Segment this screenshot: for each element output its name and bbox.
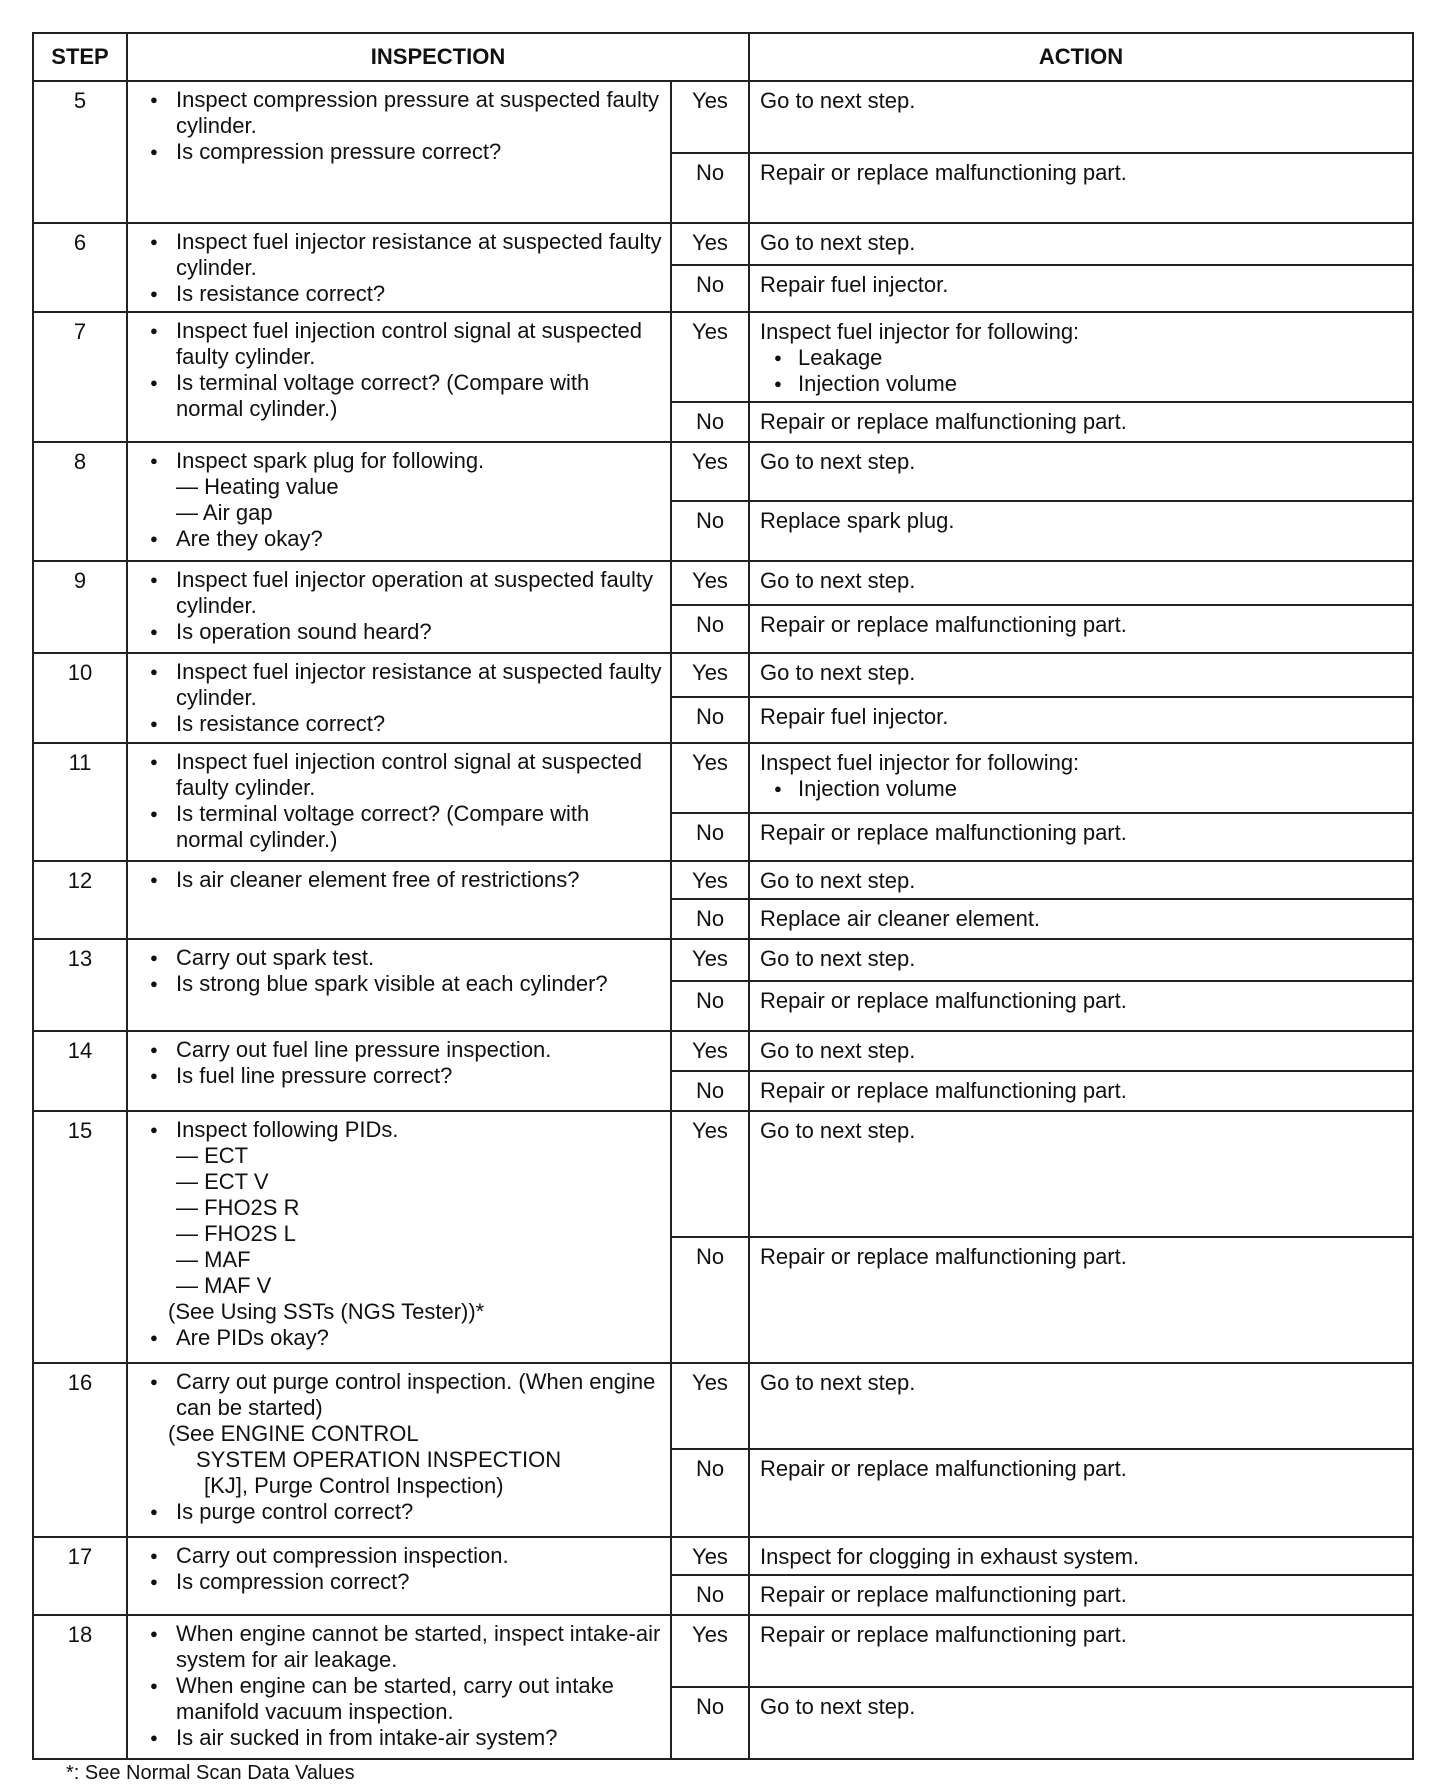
yes-label: Yes — [671, 81, 749, 153]
table-row — [33, 1615, 1413, 1687]
inspection-bullet: ● Inspect fuel injector resistance at suspected faulty cylinder. — [144, 659, 662, 711]
action-text: Repair or replace malfunctioning part. — [760, 160, 1127, 185]
no-action-cell — [749, 501, 1413, 561]
inspection-cell — [127, 1615, 671, 1759]
inspection-subitem: — ECT V — [176, 1169, 269, 1194]
yes-label: Yes — [671, 939, 749, 981]
no-label: No — [671, 402, 749, 442]
no-action-cell — [749, 1237, 1413, 1363]
action-text: Repair or replace malfunctioning part. — [760, 820, 1127, 845]
inspection-bullet: ● Inspect fuel injector resistance at suspected faulty cylinder. — [144, 229, 662, 281]
inspection-cell — [127, 81, 671, 223]
diagnostic-procedure-table — [32, 32, 1414, 1760]
inspection-cell — [127, 1111, 671, 1363]
inspection-bullet: ● Carry out purge control inspection. (When engine can be started) — [144, 1369, 662, 1421]
action-text: Go to next step. — [760, 868, 916, 893]
inspection-bullet: ● Inspect following PIDs. — [144, 1117, 662, 1143]
action-text: Repair or replace malfunctioning part. — [760, 409, 1127, 434]
inspection-bullet: ● Is operation sound heard? — [144, 619, 662, 645]
action-text: Repair or replace malfunctioning part. — [760, 1582, 1127, 1607]
inspection-bullet: ● Carry out compression inspection. — [144, 1543, 662, 1569]
yes-label: Yes — [671, 1537, 749, 1575]
action-text: Repair or replace malfunctioning part. — [760, 1622, 1127, 1647]
yes-action-cell — [749, 1111, 1413, 1237]
inspection-cell — [127, 1031, 671, 1111]
action-text: Repair or replace malfunctioning part. — [760, 1456, 1127, 1481]
yes-action-cell — [749, 1537, 1413, 1575]
inspection-cell — [127, 561, 671, 653]
inspection-bullet: ● Is strong blue spark visible at each cylinder? — [144, 971, 662, 997]
inspection-subitem: — MAF — [176, 1247, 251, 1272]
action-text: Go to next step. — [760, 1118, 916, 1143]
action-text: Go to next step. — [760, 1694, 916, 1719]
no-action-cell — [749, 1687, 1413, 1759]
table-header-row — [33, 33, 1413, 81]
footnote: *: See Normal Scan Data Values — [66, 1762, 355, 1784]
table-row — [33, 561, 1413, 605]
yes-action-cell — [749, 442, 1413, 501]
action-text: Go to next step. — [760, 449, 916, 474]
no-label: No — [671, 265, 749, 312]
table-row — [33, 1031, 1413, 1071]
yes-label: Yes — [671, 1615, 749, 1687]
table-row — [33, 743, 1413, 813]
inspection-bullet: ● Is air cleaner element free of restrictions? — [144, 867, 662, 893]
inspection-bullet: ● Inspect compression pressure at suspected faulty cylinder. — [144, 87, 662, 139]
table-row — [33, 81, 1413, 153]
step-number: 11 — [33, 743, 127, 861]
table-row — [33, 939, 1413, 981]
no-label: No — [671, 1687, 749, 1759]
action-bullet: ● Injection volume — [760, 776, 1404, 802]
step-number: 18 — [33, 1615, 127, 1759]
step-number: 13 — [33, 939, 127, 1031]
yes-label: Yes — [671, 1363, 749, 1449]
inspection-subitem: — Heating value — [176, 474, 339, 499]
yes-label: Yes — [671, 743, 749, 813]
inspection-reference: SYSTEM OPERATION INSPECTION — [196, 1447, 562, 1472]
table-body — [33, 81, 1413, 1759]
yes-label: Yes — [671, 653, 749, 697]
yes-label: Yes — [671, 223, 749, 265]
action-text: Replace air cleaner element. — [760, 906, 1041, 931]
action-text: Repair or replace malfunctioning part. — [760, 612, 1127, 637]
action-text: Repair fuel injector. — [760, 704, 949, 729]
no-label: No — [671, 697, 749, 743]
inspection-reference: (See ENGINE CONTROL — [168, 1421, 419, 1446]
step-number: 14 — [33, 1031, 127, 1111]
no-label: No — [671, 981, 749, 1031]
yes-action-cell — [749, 223, 1413, 265]
inspection-subitem: — Air gap — [176, 500, 273, 525]
no-label: No — [671, 153, 749, 223]
no-action-cell — [749, 697, 1413, 743]
no-action-cell — [749, 153, 1413, 223]
inspection-bullet: ● Inspect fuel injection control signal at suspected faulty cylinder. — [144, 318, 662, 370]
no-label: No — [671, 501, 749, 561]
inspection-cell — [127, 939, 671, 1031]
no-action-cell — [749, 813, 1413, 861]
inspection-cell — [127, 653, 671, 743]
no-label: No — [671, 605, 749, 653]
yes-action-cell — [749, 1615, 1413, 1687]
no-label: No — [671, 813, 749, 861]
action-text: Go to next step. — [760, 660, 916, 685]
action-text: Go to next step. — [760, 1370, 916, 1395]
yes-label: Yes — [671, 1111, 749, 1237]
no-label: No — [671, 1071, 749, 1111]
inspection-reference: [KJ], Purge Control Inspection) — [204, 1473, 504, 1498]
inspection-bullet: ● Are PIDs okay? — [144, 1325, 662, 1351]
yes-label: Yes — [671, 561, 749, 605]
inspection-bullet: ● Carry out spark test. — [144, 945, 662, 971]
table-row — [33, 653, 1413, 697]
action-text: Replace spark plug. — [760, 508, 955, 533]
action-text: Go to next step. — [760, 88, 916, 113]
table-row — [33, 1537, 1413, 1575]
step-number: 9 — [33, 561, 127, 653]
yes-label: Yes — [671, 861, 749, 899]
action-text: Inspect fuel injector for following: — [760, 319, 1080, 344]
action-text: Inspect for clogging in exhaust system. — [760, 1544, 1140, 1569]
inspection-bullet: ● Is resistance correct? — [144, 711, 662, 737]
inspection-bullet: ● Are they okay? — [144, 526, 662, 552]
action-text: Repair or replace malfunctioning part. — [760, 1244, 1127, 1269]
table-row — [33, 1111, 1413, 1237]
inspection-cell — [127, 442, 671, 561]
inspection-cell — [127, 223, 671, 312]
inspection-bullet: ● Inspect spark plug for following. — [144, 448, 662, 474]
step-column-header: STEP — [33, 33, 127, 81]
inspection-bullet: ● Inspect fuel injection control signal at suspected faulty cylinder. — [144, 749, 662, 801]
inspection-bullet: ● Is compression pressure correct? — [144, 139, 662, 165]
inspection-bullet: ● Is resistance correct? — [144, 281, 662, 307]
inspection-column-header: INSPECTION — [127, 33, 749, 81]
yes-label: Yes — [671, 312, 749, 402]
inspection-reference: (See Using SSTs (NGS Tester))* — [168, 1299, 485, 1324]
inspection-bullet: ● Is purge control correct? — [144, 1499, 662, 1525]
inspection-bullet: ● Is air sucked in from intake-air system? — [144, 1725, 662, 1751]
table-row — [33, 442, 1413, 501]
table-row — [33, 861, 1413, 899]
action-text: Inspect fuel injector for following: — [760, 750, 1080, 775]
diagnostic-table-sheet — [32, 32, 1412, 1760]
yes-label: Yes — [671, 1031, 749, 1071]
inspection-subitem: — FHO2S R — [176, 1195, 300, 1220]
inspection-cell — [127, 1537, 671, 1615]
step-number: 17 — [33, 1537, 127, 1615]
action-bullet: ● Leakage — [760, 345, 1404, 371]
no-action-cell — [749, 1575, 1413, 1615]
yes-action-cell — [749, 861, 1413, 899]
step-number: 8 — [33, 442, 127, 561]
inspection-cell — [127, 1363, 671, 1537]
no-label: No — [671, 1449, 749, 1537]
action-text: Go to next step. — [760, 1038, 916, 1063]
yes-action-cell — [749, 1363, 1413, 1449]
yes-action-cell — [749, 561, 1413, 605]
action-text: Go to next step. — [760, 568, 916, 593]
inspection-bullet: ● Carry out fuel line pressure inspection. — [144, 1037, 662, 1063]
yes-action-cell — [749, 743, 1413, 813]
step-number: 12 — [33, 861, 127, 939]
action-text: Go to next step. — [760, 946, 916, 971]
no-label: No — [671, 899, 749, 939]
no-action-cell — [749, 605, 1413, 653]
inspection-bullet: ● When engine can be started, carry out intake manifold vacuum inspection. — [144, 1673, 662, 1725]
action-text: Go to next step. — [760, 230, 916, 255]
no-action-cell — [749, 899, 1413, 939]
inspection-bullet: ● Inspect fuel injector operation at suspected faulty cylinder. — [144, 567, 662, 619]
step-number: 10 — [33, 653, 127, 743]
yes-action-cell — [749, 312, 1413, 402]
yes-action-cell — [749, 653, 1413, 697]
table-row — [33, 312, 1413, 402]
action-column-header: ACTION — [749, 33, 1413, 81]
inspection-cell — [127, 743, 671, 861]
inspection-bullet: ● Is terminal voltage correct? (Compare with normal cylinder.) — [144, 370, 662, 422]
step-number: 5 — [33, 81, 127, 223]
no-action-cell — [749, 981, 1413, 1031]
action-text: Repair fuel injector. — [760, 272, 949, 298]
inspection-cell — [127, 312, 671, 442]
step-number: 16 — [33, 1363, 127, 1537]
table-row — [33, 1363, 1413, 1449]
inspection-subitem: — ECT — [176, 1143, 249, 1168]
action-text: Repair or replace malfunctioning part. — [760, 1078, 1127, 1103]
step-number: 15 — [33, 1111, 127, 1363]
action-bullet: ● Injection volume — [760, 371, 1404, 397]
yes-label: Yes — [671, 442, 749, 501]
yes-action-cell — [749, 81, 1413, 153]
no-action-cell — [749, 402, 1413, 442]
inspection-bullet: ● Is fuel line pressure correct? — [144, 1063, 662, 1089]
inspection-cell — [127, 861, 671, 939]
inspection-bullet: ● Is terminal voltage correct? (Compare with normal cylinder.) — [144, 801, 662, 853]
inspection-bullet: ● When engine cannot be started, inspect intake-air system for air leakage. — [144, 1621, 662, 1673]
inspection-subitem: — MAF V — [176, 1273, 272, 1298]
inspection-subitem: — FHO2S L — [176, 1221, 296, 1246]
no-action-cell — [749, 1071, 1413, 1111]
no-label: No — [671, 1575, 749, 1615]
no-label: No — [671, 1237, 749, 1363]
no-action-cell — [749, 1449, 1413, 1537]
yes-action-cell — [749, 939, 1413, 981]
step-number: 6 — [33, 223, 127, 312]
no-action-cell — [749, 265, 1413, 312]
inspection-bullet: ● Is compression correct? — [144, 1569, 662, 1595]
step-number: 7 — [33, 312, 127, 442]
table-row — [33, 223, 1413, 265]
yes-action-cell — [749, 1031, 1413, 1071]
action-text: Repair or replace malfunctioning part. — [760, 988, 1127, 1013]
